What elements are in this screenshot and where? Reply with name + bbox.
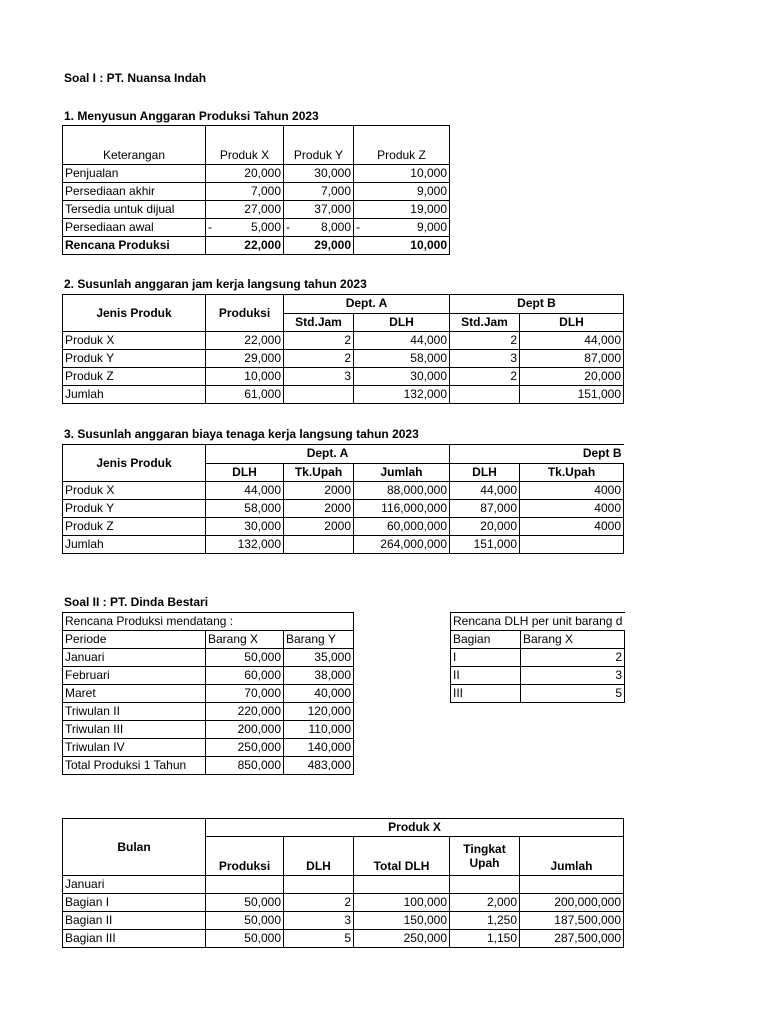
row-label: Produk X	[63, 482, 206, 500]
cell-b-dlh: 20,000	[520, 368, 624, 386]
minus-sign: -	[208, 220, 212, 234]
rencana-produksi-table	[62, 612, 354, 775]
cell-jumlah: 187,500,000	[520, 912, 624, 930]
table-row	[63, 757, 354, 775]
minus-sign: -	[286, 220, 290, 234]
row-month: Januari	[63, 876, 206, 894]
cell-b-dlh: 151,000	[520, 386, 624, 404]
soal1-title: Soal I : PT. Nuansa Indah	[64, 71, 207, 85]
row-label: Rencana Produksi	[63, 237, 206, 255]
cell-a-tk: 2000	[284, 500, 354, 518]
table-row	[63, 183, 450, 201]
table-row	[63, 930, 624, 948]
t2-title: 2. Susunlah anggaran jam kerja langsung tahun 2023	[64, 277, 367, 291]
table-row	[451, 649, 625, 667]
cell-a-dlh: 44,000	[206, 482, 284, 500]
cell-x: 5	[521, 685, 625, 703]
table-row	[63, 386, 624, 404]
cell-y: 38,000	[284, 667, 354, 685]
cell-y: 7,000	[284, 183, 354, 201]
cell-dlh: 2	[284, 894, 354, 912]
header-dept-a: Dept. A	[284, 295, 450, 314]
table-row	[63, 237, 450, 255]
header-jumlah: Jumlah	[354, 463, 450, 482]
cell-produksi: 50,000	[206, 912, 284, 930]
empty-cell	[354, 876, 450, 894]
header-barang-x: Barang X	[521, 631, 625, 649]
row-label: Bagian III	[63, 930, 206, 948]
cell-total-dlh: 100,000	[354, 894, 450, 912]
cell-value: 8,000	[320, 220, 351, 234]
cell-x: 60,000	[206, 667, 284, 685]
table-row	[451, 685, 625, 703]
t1-title: 1. Menyusun Anggaran Produksi Tahun 2023	[64, 109, 319, 123]
cell-y	[284, 219, 354, 237]
table-row	[63, 876, 624, 894]
cell-y: 140,000	[284, 739, 354, 757]
table-row	[63, 685, 354, 703]
cell-produksi: 29,000	[206, 350, 284, 368]
cell-a-dlh: 132,000	[206, 536, 284, 554]
header-produksi: Produksi	[206, 295, 284, 332]
cell-y: 35,000	[284, 649, 354, 667]
cell-value: 9,000	[416, 220, 447, 234]
row-label: Produk Z	[63, 518, 206, 536]
row-label: Total Produksi 1 Tahun	[63, 757, 206, 775]
cell-total-dlh: 250,000	[354, 930, 450, 948]
cell-b-dlh: 87,000	[450, 500, 520, 518]
cell-a-jumlah: 116,000,000	[354, 500, 450, 518]
header-jenis-produk: Jenis Produk	[63, 445, 206, 482]
cell-x: 20,000	[206, 165, 284, 183]
header-tingkat-line2: Upah	[469, 856, 500, 870]
cell-a-jumlah: 60,000,000	[354, 518, 450, 536]
t3-title: 3. Susunlah anggaran biaya tenaga kerja langsung tahun 2023	[64, 427, 419, 441]
cell-a-dlh: 58,000	[354, 350, 450, 368]
cell-a-dlh: 132,000	[354, 386, 450, 404]
empty-cell	[284, 876, 354, 894]
cell-total-dlh: 150,000	[354, 912, 450, 930]
row-label: Produk Z	[63, 368, 206, 386]
row-label: Januari	[63, 649, 206, 667]
cell-x: 250,000	[206, 739, 284, 757]
table-row	[63, 518, 624, 536]
labor-hours-table	[62, 294, 624, 404]
rencana-dlh-table	[450, 612, 625, 703]
cell-produksi: 61,000	[206, 386, 284, 404]
row-label: Produk X	[63, 332, 206, 350]
table-row	[63, 201, 450, 219]
cell-y: 40,000	[284, 685, 354, 703]
cell-x	[206, 219, 284, 237]
soal2-title: Soal II : PT. Dinda Bestari	[64, 595, 209, 609]
table-row	[63, 165, 450, 183]
header-jumlah: Jumlah	[520, 837, 624, 876]
header-produk-x: Produk X	[206, 819, 624, 837]
cell-y: 120,000	[284, 703, 354, 721]
header-dlh: DLH	[284, 837, 354, 876]
cell-x: 7,000	[206, 183, 284, 201]
table-row	[63, 482, 624, 500]
table-row	[63, 739, 354, 757]
cell-a-std: 2	[284, 350, 354, 368]
table-row	[63, 721, 354, 739]
cell-a-dlh: 30,000	[354, 368, 450, 386]
cell-a-std: 2	[284, 332, 354, 350]
header-tk-upah: Tk.Upah	[284, 463, 354, 482]
cell-b-tk: 4000	[520, 500, 624, 518]
row-label: Jumlah	[63, 386, 206, 404]
cell-a-jumlah: 88,000,000	[354, 482, 450, 500]
cell-z	[354, 219, 450, 237]
cell-y: 37,000	[284, 201, 354, 219]
table-row	[63, 350, 624, 368]
cell-a-std	[284, 386, 354, 404]
header-dlh: DLH	[450, 463, 520, 482]
cell-dlh: 5	[284, 930, 354, 948]
cell-z: 19,000	[354, 201, 450, 219]
cell-x: 2	[521, 649, 625, 667]
row-label: Bagian II	[63, 912, 206, 930]
header-dept-b: Dept B	[450, 295, 624, 314]
cell-b-std	[450, 386, 520, 404]
header-jenis-produk: Jenis Produk	[63, 295, 206, 332]
empty-cell	[520, 876, 624, 894]
cell-y: 483,000	[284, 757, 354, 775]
cell-b-dlh: 20,000	[450, 518, 520, 536]
header-keterangan: Keterangan	[63, 126, 206, 165]
header-dlh: DLH	[354, 313, 450, 332]
row-label: Bagian I	[63, 894, 206, 912]
header-produk-x: Produk X	[206, 126, 284, 165]
row-label: Maret	[63, 685, 206, 703]
row-label: I	[451, 649, 521, 667]
table-row	[63, 219, 450, 237]
row-label: Triwulan IV	[63, 739, 206, 757]
cell-a-tk: 2000	[284, 482, 354, 500]
row-label: Persediaan awal	[63, 219, 206, 237]
labor-cost-table	[62, 444, 624, 554]
cell-b-std: 3	[450, 350, 520, 368]
cell-z: 10,000	[354, 237, 450, 255]
row-label: Triwulan II	[63, 703, 206, 721]
header-produk-y: Produk Y	[284, 126, 354, 165]
cell-b-std: 2	[450, 332, 520, 350]
cell-b-tk: 4000	[520, 482, 624, 500]
cell-produksi: 22,000	[206, 332, 284, 350]
header-tingkat-line1: Tingkat	[463, 842, 506, 856]
row-label: II	[451, 667, 521, 685]
production-budget-table	[62, 125, 450, 255]
header-bulan: Bulan	[63, 819, 206, 876]
cell-x: 50,000	[206, 649, 284, 667]
table-row	[63, 912, 624, 930]
cell-a-jumlah: 264,000,000	[354, 536, 450, 554]
cell-b-dlh: 151,000	[450, 536, 520, 554]
table-row	[451, 667, 625, 685]
row-label: Februari	[63, 667, 206, 685]
cell-jumlah: 200,000,000	[520, 894, 624, 912]
cell-produksi: 50,000	[206, 894, 284, 912]
cell-x: 70,000	[206, 685, 284, 703]
table-row	[63, 332, 624, 350]
header-bagian: Bagian	[451, 631, 521, 649]
cell-y: 29,000	[284, 237, 354, 255]
table-row	[63, 894, 624, 912]
cell-b-tk: 4000	[520, 518, 624, 536]
cell-a-tk: 2000	[284, 518, 354, 536]
cell-value: 5,000	[250, 220, 281, 234]
cell-x: 850,000	[206, 757, 284, 775]
cell-z: 9,000	[354, 183, 450, 201]
header-tingkat-upah	[450, 837, 520, 876]
table-row	[63, 500, 624, 518]
cell-produksi: 50,000	[206, 930, 284, 948]
cell-x: 200,000	[206, 721, 284, 739]
row-label: III	[451, 685, 521, 703]
table-row	[63, 536, 624, 554]
cell-a-dlh: 30,000	[206, 518, 284, 536]
cell-a-dlh: 44,000	[354, 332, 450, 350]
produk-x-table	[62, 818, 624, 948]
cell-x: 27,000	[206, 201, 284, 219]
cell-x: 220,000	[206, 703, 284, 721]
cell-b-std: 2	[450, 368, 520, 386]
header-dlh: DLH	[206, 463, 284, 482]
cell-x: 3	[521, 667, 625, 685]
cell-y: 110,000	[284, 721, 354, 739]
empty-cell	[450, 876, 520, 894]
header-std-jam: Std.Jam	[450, 313, 520, 332]
header-produksi: Produksi	[206, 837, 284, 876]
header-dept-b: Dept B	[450, 445, 624, 464]
header-produk-z: Produk Z	[354, 126, 450, 165]
row-label: Tersedia untuk dijual	[63, 201, 206, 219]
minus-sign: -	[356, 220, 360, 234]
cell-dlh: 3	[284, 912, 354, 930]
table-row	[63, 667, 354, 685]
cell-a-std: 3	[284, 368, 354, 386]
cell-b-dlh: 44,000	[520, 332, 624, 350]
row-label: Produk Y	[63, 500, 206, 518]
cell-upah: 1,150	[450, 930, 520, 948]
dlh-title: Rencana DLH per unit barang d	[451, 613, 625, 631]
row-label: Triwulan III	[63, 721, 206, 739]
table-row	[63, 703, 354, 721]
header-dept-a: Dept. A	[206, 445, 450, 464]
cell-z: 10,000	[354, 165, 450, 183]
cell-jumlah: 287,500,000	[520, 930, 624, 948]
row-label: Produk Y	[63, 350, 206, 368]
table-row	[63, 368, 624, 386]
cell-upah: 2,000	[450, 894, 520, 912]
header-dlh: DLH	[520, 313, 624, 332]
header-total-dlh: Total DLH	[354, 837, 450, 876]
cell-x: 22,000	[206, 237, 284, 255]
cell-upah: 1,250	[450, 912, 520, 930]
cell-y: 30,000	[284, 165, 354, 183]
cell-produksi: 10,000	[206, 368, 284, 386]
header-tk-upah: Tk.Upah	[520, 463, 624, 482]
header-periode: Periode	[63, 631, 206, 649]
empty-cell	[206, 876, 284, 894]
header-barang-y: Barang Y	[284, 631, 354, 649]
header-std-jam: Std.Jam	[284, 313, 354, 332]
row-label: Penjualan	[63, 165, 206, 183]
row-label: Jumlah	[63, 536, 206, 554]
cell-a-tk	[284, 536, 354, 554]
cell-b-dlh: 87,000	[520, 350, 624, 368]
table-row	[63, 649, 354, 667]
cell-b-tk	[520, 536, 624, 554]
cell-b-dlh: 44,000	[450, 482, 520, 500]
row-label: Persediaan akhir	[63, 183, 206, 201]
header-barang-x: Barang X	[206, 631, 284, 649]
rencana-title: Rencana Produksi mendatang :	[63, 613, 354, 631]
cell-a-dlh: 58,000	[206, 500, 284, 518]
